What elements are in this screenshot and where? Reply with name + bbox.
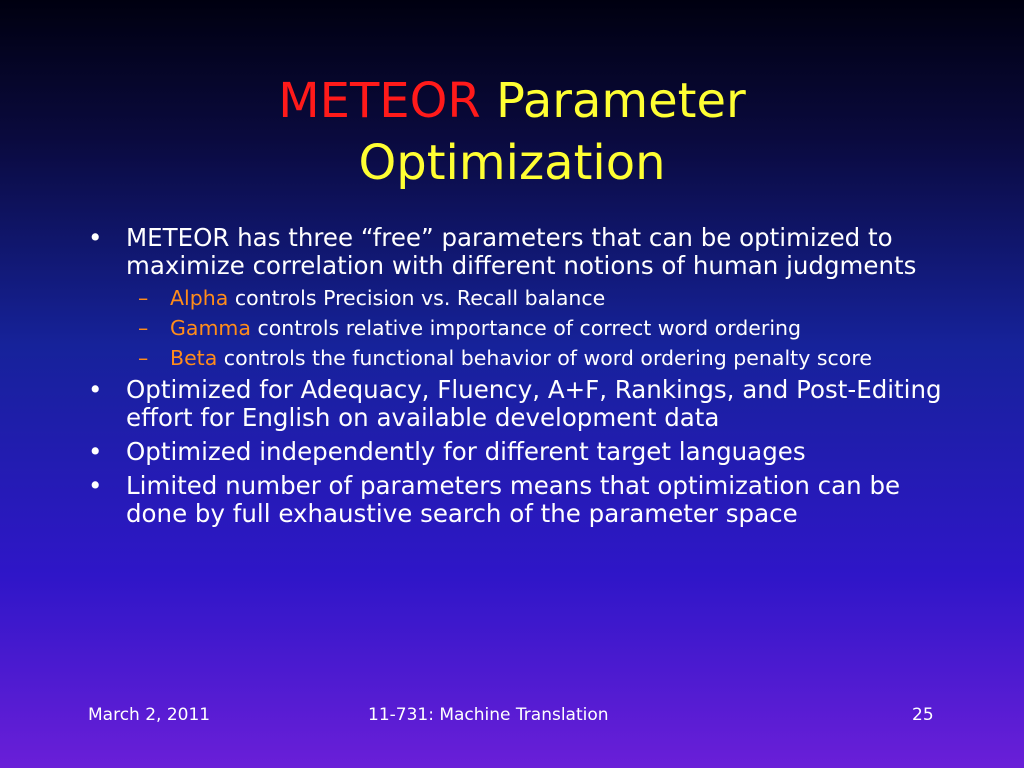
title-meteor: METEOR — [278, 73, 481, 129]
footer-date: March 2, 2011 — [88, 705, 211, 725]
bullet-icon: • — [88, 471, 103, 500]
title-line-1 — [60, 70, 964, 132]
sub-bullet-text: controls relative importance of correct word ordering — [250, 316, 802, 340]
bullet-list — [88, 224, 948, 534]
page-number: 25 — [912, 705, 934, 725]
bullet-item — [88, 376, 948, 432]
bullet-item — [88, 472, 948, 528]
sub-bullet-item — [88, 346, 948, 370]
param-name: Beta — [170, 346, 218, 370]
bullet-text: METEOR has three “free” parameters that can be optimized to maximize correlation with different notions of human judgments — [126, 223, 917, 280]
sub-bullet-text: controls Precision vs. Recall balance — [228, 286, 606, 310]
bullet-text: Limited number of parameters means that optimization can be done by full exhaustive search of the parameter space — [126, 471, 901, 528]
bullet-icon: • — [88, 375, 103, 404]
slide-title — [60, 70, 964, 194]
bullet-text: Optimized independently for different target languages — [126, 437, 806, 466]
sub-bullet-item — [88, 286, 948, 310]
bullet-text: Optimized for Adequacy, Fluency, A+F, Rankings, and Post-Editing effort for English on available development data — [126, 375, 942, 432]
bullet-item — [88, 224, 948, 280]
dash-icon: – — [138, 346, 149, 370]
dash-icon: – — [138, 316, 149, 340]
bullet-icon: • — [88, 223, 103, 252]
bullet-item — [88, 438, 948, 466]
bullet-icon: • — [88, 437, 103, 466]
param-name: Gamma — [170, 316, 251, 340]
title-parameter: Parameter — [496, 73, 746, 129]
title-optimization: Optimization — [358, 135, 666, 191]
param-name: Alpha — [170, 286, 229, 310]
sub-bullet-text: controls the functional behavior of word ordering penalty score — [217, 346, 872, 370]
footer-course: 11-731: Machine Translation — [368, 705, 609, 725]
dash-icon: – — [138, 286, 149, 310]
sub-bullet-item — [88, 316, 948, 340]
